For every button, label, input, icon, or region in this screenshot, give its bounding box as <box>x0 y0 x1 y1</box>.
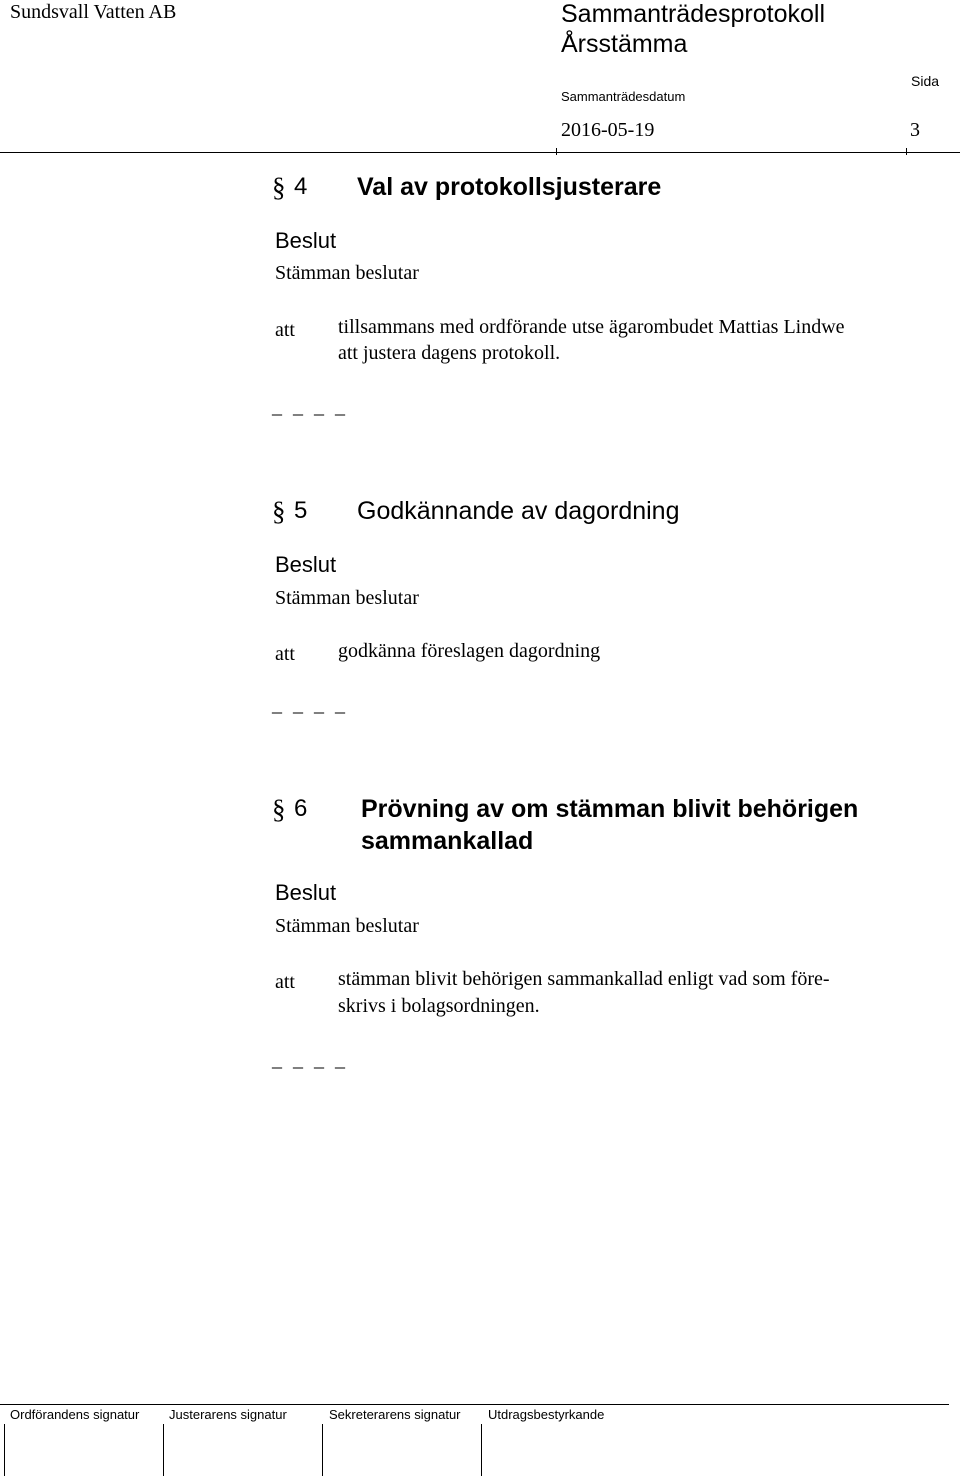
section-heading: Prövning av om stämman blivit behörigen <box>361 795 859 823</box>
decision-label: Beslut <box>275 552 337 577</box>
decision-text: godkänna föreslagen dagordning <box>338 640 601 662</box>
decision-label: Beslut <box>275 228 337 253</box>
decision-text: tillsammans med ordförande utse ägarombudet Mattias Lindwe <box>338 316 845 338</box>
signature-box-divider <box>4 1424 5 1476</box>
section-heading: Godkännande av dagordning <box>357 497 680 525</box>
meeting-date: 2016-05-19 <box>561 119 655 141</box>
header-divider-tick <box>906 148 907 155</box>
paragraph-sign: § <box>272 496 286 526</box>
signature-box-divider <box>481 1424 482 1476</box>
att-label: att <box>275 971 295 993</box>
decision-lead: Stämman beslutar <box>275 915 419 937</box>
signature-label-adjuster: Justerarens signatur <box>169 1407 287 1422</box>
decision-label: Beslut <box>275 880 337 905</box>
signature-label-chair: Ordförandens signatur <box>10 1407 140 1422</box>
page-number: 3 <box>910 119 920 141</box>
company-name: Sundsvall Vatten AB <box>10 1 177 23</box>
paragraph-sign: § <box>272 172 286 202</box>
signature-label-secretary: Sekreterarens signatur <box>329 1407 461 1422</box>
decision-text: skrivs i bolagsordningen. <box>338 995 540 1017</box>
decision-lead: Stämman beslutar <box>275 262 419 284</box>
signature-box-divider <box>163 1424 164 1476</box>
footer-divider <box>0 1404 949 1405</box>
decision-text: att justera dagens protokoll. <box>338 342 561 364</box>
section-separator: _ _ _ _ <box>272 694 348 716</box>
section-number: 6 <box>294 795 308 822</box>
section-heading: Val av protokollsjusterare <box>357 173 662 201</box>
decision-lead: Stämman beslutar <box>275 587 419 609</box>
section-number: 4 <box>294 173 308 200</box>
document-title: Sammanträdesprotokoll <box>561 0 826 28</box>
att-label: att <box>275 643 295 665</box>
signature-label-certification: Utdragsbestyrkande <box>488 1407 605 1422</box>
document-subtitle: Årsstämma <box>561 30 688 58</box>
section-separator: _ _ _ _ <box>272 396 348 418</box>
date-label: Sammanträdesdatum <box>561 89 686 104</box>
decision-text: stämman blivit behörigen sammankallad enligt vad som före- <box>338 968 830 990</box>
paragraph-sign: § <box>272 794 286 824</box>
section-number: 5 <box>294 497 308 524</box>
header-divider-tick <box>556 148 557 155</box>
signature-box-divider <box>322 1424 323 1476</box>
section-separator: _ _ _ _ <box>272 1049 348 1071</box>
att-label: att <box>275 319 295 341</box>
header-divider <box>0 152 960 153</box>
page-label: Sida <box>911 73 940 89</box>
section-heading: sammankallad <box>361 827 534 855</box>
